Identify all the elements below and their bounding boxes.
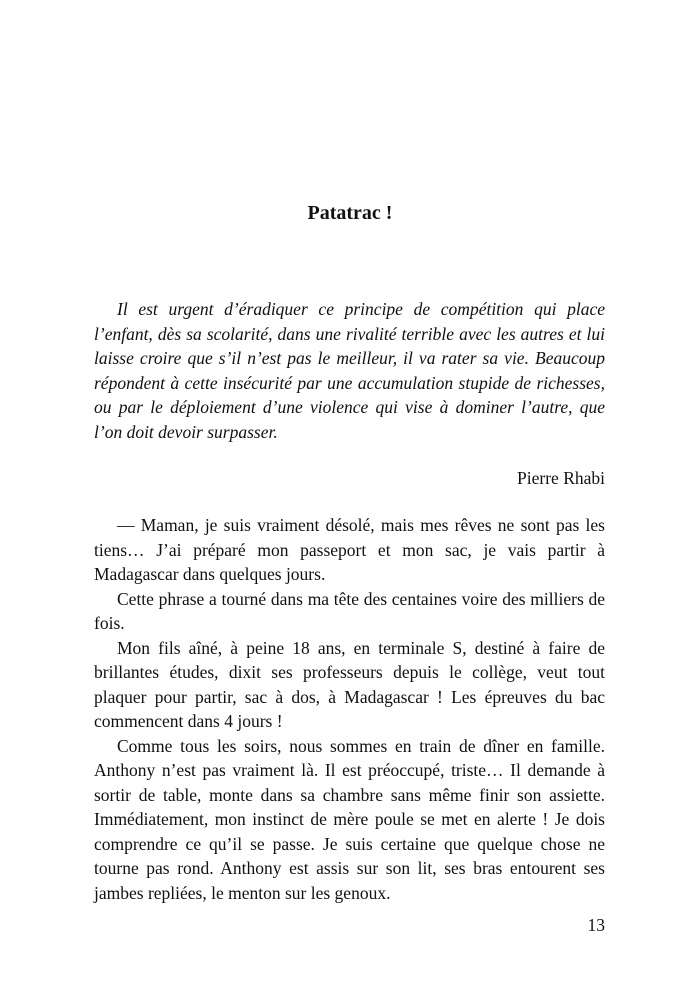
page-number: 13 <box>587 915 605 935</box>
paragraph: — Maman, je suis vraiment désolé, mais mes rêves ne sont pas les tiens… J’ai préparé mon passeport et mon sac, je vais partir à Madagascar dans quelques jours. <box>94 515 605 584</box>
paragraph: Mon fils aîné, à peine 18 ans, en terminale S, destiné à faire de brillantes études, dixit ses professeurs depuis le collège, veut tout plaquer pour partir, sac à dos, à Madagascar ! Les épreuves du bac commencent dans 4 jours ! <box>94 637 605 731</box>
paragraph: Cette phrase a tourné dans ma tête des centaines voire des milliers de fois. <box>94 588 605 633</box>
epigraph-text: Il est urgent d’éradiquer ce principe de compétition qui place l’enfant, dès sa scolarité, dans une rivalité terrible avec les autres et lui laisse croire que s’il n’est pas le meilleur, il va rater sa vie. Beaucoup répondent à cette insécurité par une accumulation stupide de richesses, ou par le déploiement d’une violence qui vise à dominer l’autre, que l’on doit devoir surpasser. <box>94 299 605 442</box>
epigraph <box>94 297 605 445</box>
body-text <box>94 513 605 905</box>
epigraph-author: Pierre Rhabi <box>517 468 605 488</box>
paragraph: Comme tous les soirs, nous sommes en train de dîner en famille. Anthony n’est pas vraiment là. Il est préoccupé, triste… Il demande à sortir de table, monte dans sa chambre sans même finir son assiette. Immédiatement, mon instinct de mère poule se met en alerte ! Je dois comprendre ce qu’il se passe. Je suis certaine que quelque chose ne tourne pas rond. Anthony est assis sur son lit, ses bras entourent ses jambes repliées, le menton sur les genoux. <box>94 735 605 903</box>
chapter-title: Patatrac ! <box>307 202 393 224</box>
